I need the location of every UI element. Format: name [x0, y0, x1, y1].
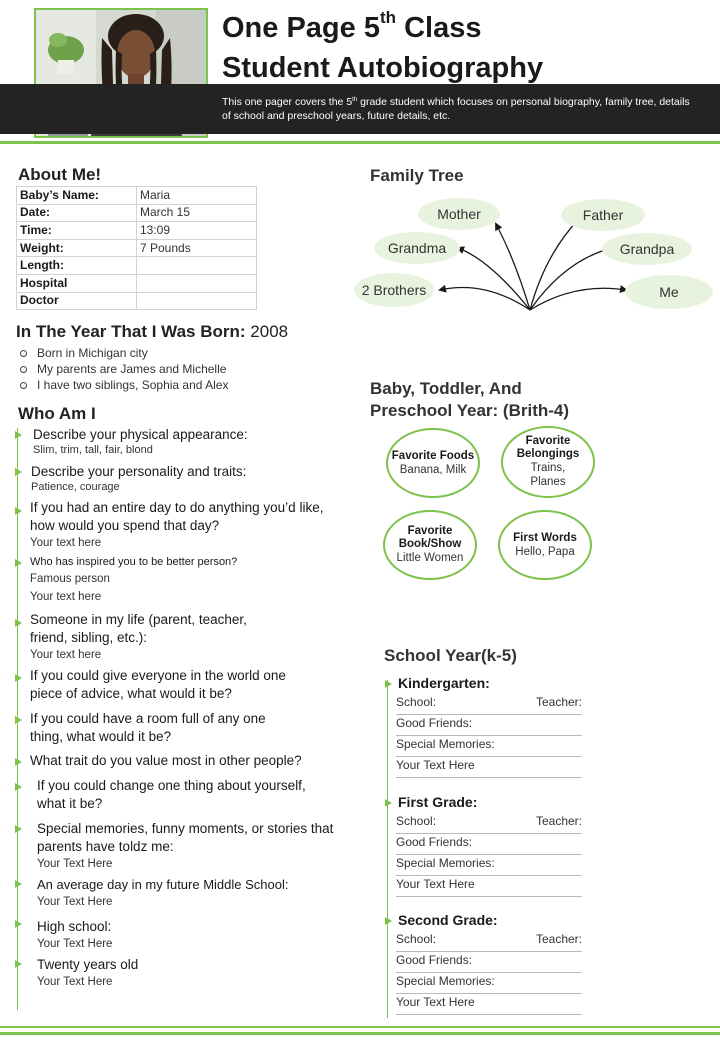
bullet-triangle-icon — [385, 917, 392, 925]
question-text: Describe your personality and traits: — [31, 464, 247, 479]
born-heading-text: In The Year That I Was Born: — [16, 322, 246, 341]
question-text: Someone in my life (parent, teacher, friend, sibling, etc.): — [30, 612, 247, 645]
row-value — [137, 257, 257, 275]
table-row — [17, 187, 257, 205]
question-item — [15, 555, 315, 606]
question-text: Special memories, funny moments, or stories that parents have toldz me: — [37, 821, 334, 854]
answer-text: Your text here — [30, 591, 102, 603]
desc-part: This one pager covers the 5 — [222, 96, 353, 108]
circle-title: Favorite Belongings — [516, 435, 580, 460]
circle-value: Hello, Papa — [515, 545, 575, 558]
circle-title: Favorite Foods — [391, 449, 475, 462]
bullet-triangle-icon — [15, 431, 22, 439]
born-list — [20, 346, 228, 393]
title-part: Class — [396, 12, 482, 44]
grade-row-memories: Special Memories: — [396, 736, 582, 757]
table-row — [17, 222, 257, 240]
question-item — [15, 426, 295, 457]
arrow-to-brothers — [440, 288, 530, 311]
table-row — [17, 239, 257, 257]
teacher-label: Teacher: — [535, 695, 582, 709]
question-text: If you had an entire day to do anything you’d like, how would you spend that day? — [30, 500, 324, 533]
title-part: One Page 5 — [222, 12, 380, 44]
row-label: Length: — [17, 257, 137, 275]
question-item — [15, 611, 315, 663]
question-item — [15, 463, 295, 494]
row-value — [137, 274, 257, 292]
school-heading: School Year(k-5) — [384, 646, 517, 665]
row-label: Baby’s Name: — [17, 187, 137, 205]
title-superscript: th — [379, 8, 397, 27]
bullet-triangle-icon — [15, 674, 22, 682]
divider-top — [0, 141, 720, 144]
who-heading: Who Am I — [18, 404, 96, 423]
arrow-to-mother — [496, 224, 530, 310]
bullet-triangle-icon — [385, 680, 392, 688]
family-heading: Family Tree — [370, 166, 464, 185]
question-item — [15, 499, 335, 551]
grade-row-school — [396, 931, 582, 952]
circle-value: Banana, Milk — [399, 463, 467, 476]
family-node-me: Me — [625, 275, 713, 309]
school-label: School: — [396, 695, 437, 709]
divider-bottom-thin — [0, 1026, 720, 1028]
question-item — [15, 820, 335, 872]
desc-part: grade student which focuses on personal biography, family tree, details of school and preschool years, future details, etc. — [222, 96, 690, 122]
answer-text: Your text here — [30, 537, 102, 549]
baby-circle-words — [498, 510, 592, 580]
grade-row-text: Your Text Here — [396, 876, 582, 897]
bullet-triangle-icon — [15, 716, 22, 724]
question-text: High school: — [37, 919, 112, 934]
family-node-mother: Mother — [418, 198, 500, 230]
family-node-brothers: 2 Brothers — [354, 273, 434, 307]
bullet-triangle-icon — [15, 920, 22, 928]
baby-circle-book — [383, 510, 477, 580]
about-heading: About Me! — [18, 165, 102, 184]
about-table — [16, 186, 257, 310]
grade-row-friends: Good Friends: — [396, 834, 582, 855]
question-item — [15, 876, 335, 910]
grade-row-school — [396, 694, 582, 715]
grade-row-friends: Good Friends: — [396, 952, 582, 973]
baby-circle-foods — [386, 428, 480, 498]
bullet-triangle-icon — [15, 559, 22, 567]
question-item — [15, 667, 315, 703]
grade-title: Kindergarten: — [398, 675, 490, 691]
bullet-triangle-icon — [15, 507, 22, 515]
row-label: Hospital — [17, 274, 137, 292]
table-row — [17, 274, 257, 292]
arrow-to-grandpa — [530, 248, 612, 310]
school-timeline-line — [387, 680, 388, 1018]
answer-text: Your text here — [30, 649, 102, 661]
row-value: 7 Pounds — [137, 239, 257, 257]
bullet-triangle-icon — [15, 783, 22, 791]
list-item: I have two siblings, Sophia and Alex — [20, 378, 228, 394]
family-node-grandma: Grandma — [374, 232, 460, 264]
answer-text: Slim, trim, tall, fair, blond — [33, 444, 153, 456]
row-value: Maria — [137, 187, 257, 205]
grade-title: First Grade: — [398, 794, 478, 810]
question-item — [15, 752, 335, 770]
table-row — [17, 257, 257, 275]
baby-heading — [370, 378, 630, 422]
baby-circle-belongings — [501, 426, 595, 498]
row-value: 13:09 — [137, 222, 257, 240]
question-item — [15, 710, 315, 746]
bullet-triangle-icon — [15, 619, 22, 627]
family-node-father: Father — [561, 199, 645, 231]
row-value — [137, 292, 257, 310]
title-line-1 — [222, 8, 702, 48]
grade-row-school — [396, 813, 582, 834]
circle-value: Little Women — [396, 552, 464, 564]
bullet-triangle-icon — [15, 468, 22, 476]
answer-text: Famous person — [30, 573, 110, 585]
grade-row-friends: Good Friends: — [396, 715, 582, 736]
row-value: March 15 — [137, 204, 257, 222]
school-label: School: — [396, 814, 437, 828]
list-item: My parents are James and Michelle — [20, 362, 228, 378]
family-node-grandpa: Grandpa — [602, 233, 692, 265]
bullet-triangle-icon — [15, 960, 22, 968]
list-item: Born in Michigan city — [20, 346, 228, 362]
grade-title: Second Grade: — [398, 912, 498, 928]
circle-title: Favorite Book/Show — [398, 525, 462, 550]
baby-heading-line: Baby, Toddler, And — [370, 379, 522, 398]
desc-superscript: th — [352, 97, 358, 103]
baby-heading-line: Preschool Year: (Brith-4) — [370, 401, 570, 420]
answer-text: Your Text Here — [37, 976, 113, 988]
question-text: If you could change one thing about yourself, what it be? — [37, 778, 306, 811]
answer-text: Patience, courage — [31, 481, 120, 493]
row-label: Weight: — [17, 239, 137, 257]
question-text: An average day in my future Middle School: — [37, 877, 289, 892]
circle-title: First Words — [513, 531, 577, 544]
table-row — [17, 204, 257, 222]
row-label: Time: — [17, 222, 137, 240]
divider-bottom-thick — [0, 1032, 720, 1035]
question-item — [15, 777, 335, 813]
title-line-2: Student Autobiography — [222, 52, 544, 84]
table-row — [17, 292, 257, 310]
question-text: If you could give everyone in the world one piece of advice, what would it be? — [30, 668, 286, 701]
page-title — [222, 8, 702, 88]
born-heading — [16, 322, 288, 342]
grade-row-memories: Special Memories: — [396, 855, 582, 876]
grade-row-text: Your Text Here — [396, 757, 582, 778]
question-text: Describe your physical appearance: — [33, 427, 248, 442]
bullet-triangle-icon — [385, 799, 392, 807]
question-item — [15, 918, 335, 952]
question-text: Who has inspired you to be better person? — [30, 556, 238, 568]
question-text: If you could have a room full of any one thing, what would it be? — [30, 711, 266, 744]
bullet-triangle-icon — [15, 758, 22, 766]
teacher-label: Teacher: — [535, 932, 582, 946]
question-text: What trait do you value most in other people? — [30, 753, 302, 768]
grade-row-text: Your Text Here — [396, 994, 582, 1015]
school-label: School: — [396, 932, 437, 946]
row-label: Doctor — [17, 292, 137, 310]
answer-text: Your Text Here — [37, 938, 113, 950]
question-item — [15, 956, 335, 990]
answer-text: Your Text Here — [37, 896, 113, 908]
question-text: Twenty years old — [37, 957, 139, 972]
row-label: Date: — [17, 204, 137, 222]
answer-text: Your Text Here — [37, 858, 113, 870]
circle-value: Trains, Planes — [530, 462, 566, 488]
header-description — [222, 95, 692, 123]
grade-row-memories: Special Memories: — [396, 973, 582, 994]
born-year: 2008 — [250, 322, 289, 341]
arrow-to-father — [530, 220, 578, 310]
teacher-label: Teacher: — [535, 814, 582, 828]
bullet-triangle-icon — [15, 880, 22, 888]
bullet-triangle-icon — [15, 825, 22, 833]
